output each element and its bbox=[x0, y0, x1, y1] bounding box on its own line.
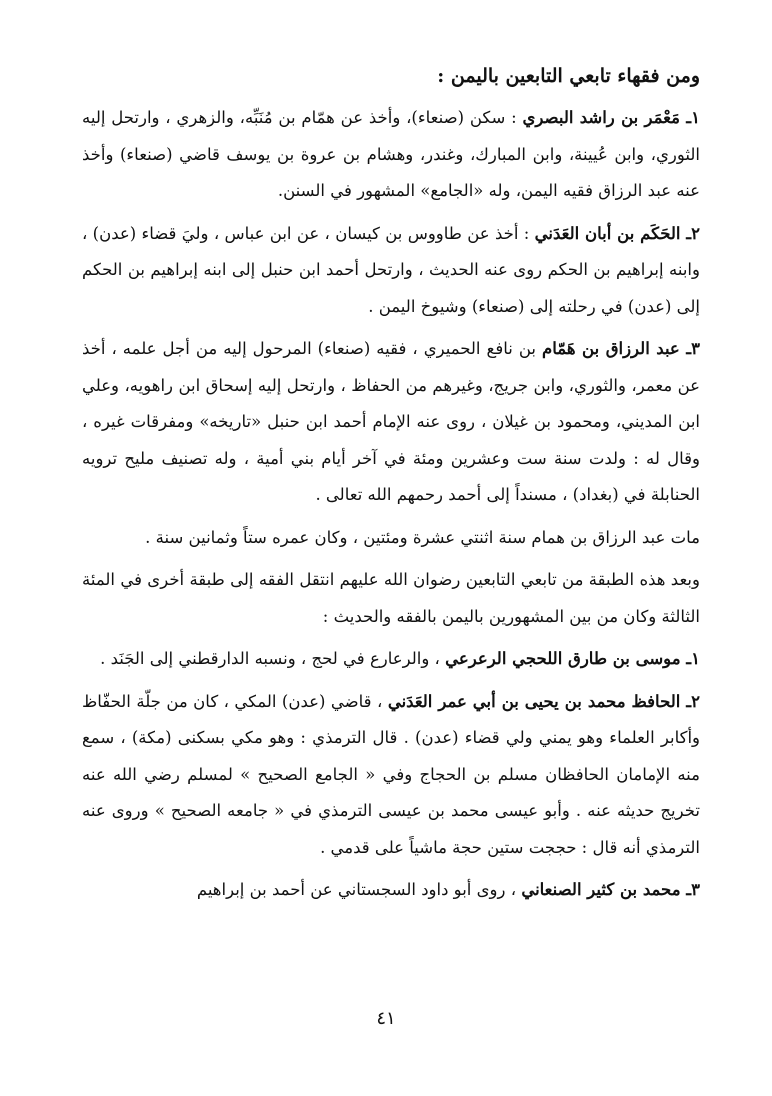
paragraph-3 bbox=[82, 331, 700, 514]
paragraph-1-lead: ١ـ مَعْمَر بن راشد البصري bbox=[522, 108, 700, 127]
paragraph-4-text: مات عبد الرزاق بن همام سنة اثنتي عشرة ومئتين ، وكان عمره ستاً وثمانين سنة . bbox=[145, 527, 700, 547]
paragraph-4 bbox=[82, 520, 700, 557]
paragraph-1 bbox=[82, 100, 700, 210]
paragraph-3-lead: ٣ـ عبد الرزاق بن هَمّام bbox=[542, 339, 701, 358]
paragraph-1-text: : سكن (صنعاء)، وأخذ عن همّام بن مُنَبِّه، والزهري ، وارتحل إليه الثوري، وابن عُيينة، وابن المبارك، وغندر، وهشام بن عروة بن يوسف قاضي (صنعاء) وأخذ عنه عبد الرزاق فقيه اليمن، وله «الجامع» المشهور في السنن. bbox=[82, 108, 700, 200]
paragraph-2-lead: ٢ـ الحَكَم بن أبان العَدَني bbox=[534, 223, 701, 243]
paragraph-8-lead: ٣ـ محمد بن كثير الصنعاني bbox=[521, 880, 700, 899]
paragraph-2 bbox=[82, 216, 700, 326]
paragraph-5-text: وبعد هذه الطبقة من تابعي التابعين رضوان الله عليهم انتقل الفقه إلى طبقة أخرى في المئة الثالثة وكان من بين المشهورين باليمن بالفقه والحديث : bbox=[82, 570, 700, 626]
paragraph-5 bbox=[82, 562, 700, 635]
book-page bbox=[82, 58, 700, 1058]
paragraph-6 bbox=[82, 641, 700, 678]
paragraph-6-lead: ١ـ موسى بن طارق اللحجي الرعرعي bbox=[445, 649, 700, 668]
paragraph-3-text: بن نافع الحميري ، فقيه (صنعاء) المرحول إليه من أجل علمه ، أخذ عن معمر، والثوري، وابن جريج، وغيرهم من الحفاظ ، وارتحل إليه إسحاق ابن راهويه، وعلي ابن المديني، ومحمود بن غيلان ، روى عنه الإمام أحمد ابن حنبل «تاريخه» ومفرقات غيره ، وقال له : ولدت سنة ست وعشرين ومئة في آخر أيام بني أمية ، وله تصنيف مليح ترويه الحنابلة في (بغداد) ، مسنداً إلى أحمد رحمهم الله تعالى . bbox=[82, 339, 700, 504]
paragraph-2-text: : أخذ عن طاووس بن كيسان ، عن ابن عباس ، وليَ قضاء (عدن) ، وابنه إبراهيم بن الحكم روى عنه الحديث ، وارتحل أحمد ابن حنبل إلى ابنه إبراهيم بن الحكم إلى (عدن) في رحلته إلى (صنعاء) وشيوخ اليمن . bbox=[82, 223, 700, 316]
paragraph-7-lead: ٢ـ الحافظ محمد بن يحيى بن أبي عمر العَدَني bbox=[387, 691, 701, 711]
paragraph-8-text: ، روى أبو داود السجستاني عن أحمد بن إبراهيم bbox=[196, 880, 517, 899]
paragraph-6-text: ، والرعارع في لحج ، ونسبه الدارقطني إلى الجَنَد . bbox=[100, 649, 440, 668]
paragraph-7-text: ، قاضي (عدن) المكي ، كان من جلّة الحفّاظ وأكابر العلماء وهو يمني ولي قضاء (عدن) . قال الترمذي : وهو مكي بسكنى (مكة) ، سمع منه الإمامان الحافظان مسلم بن الحجاج وفي « الجامع الصحيح » لمسلم رضي الله عنه تخريج حديثه عنه . وأبو عيسى محمد بن عيسى الترمذي في « جامعه الصحيح » وروى عنه الترمذي أنه قال : حججت ستين حجة ماشياً على قدمي . bbox=[82, 691, 700, 857]
section-heading: ومن فقهاء تابعي التابعين باليمن : bbox=[437, 65, 700, 87]
paragraph-7 bbox=[82, 684, 700, 867]
paragraph-8 bbox=[82, 872, 700, 909]
page-number: ٤١ bbox=[376, 1008, 396, 1029]
